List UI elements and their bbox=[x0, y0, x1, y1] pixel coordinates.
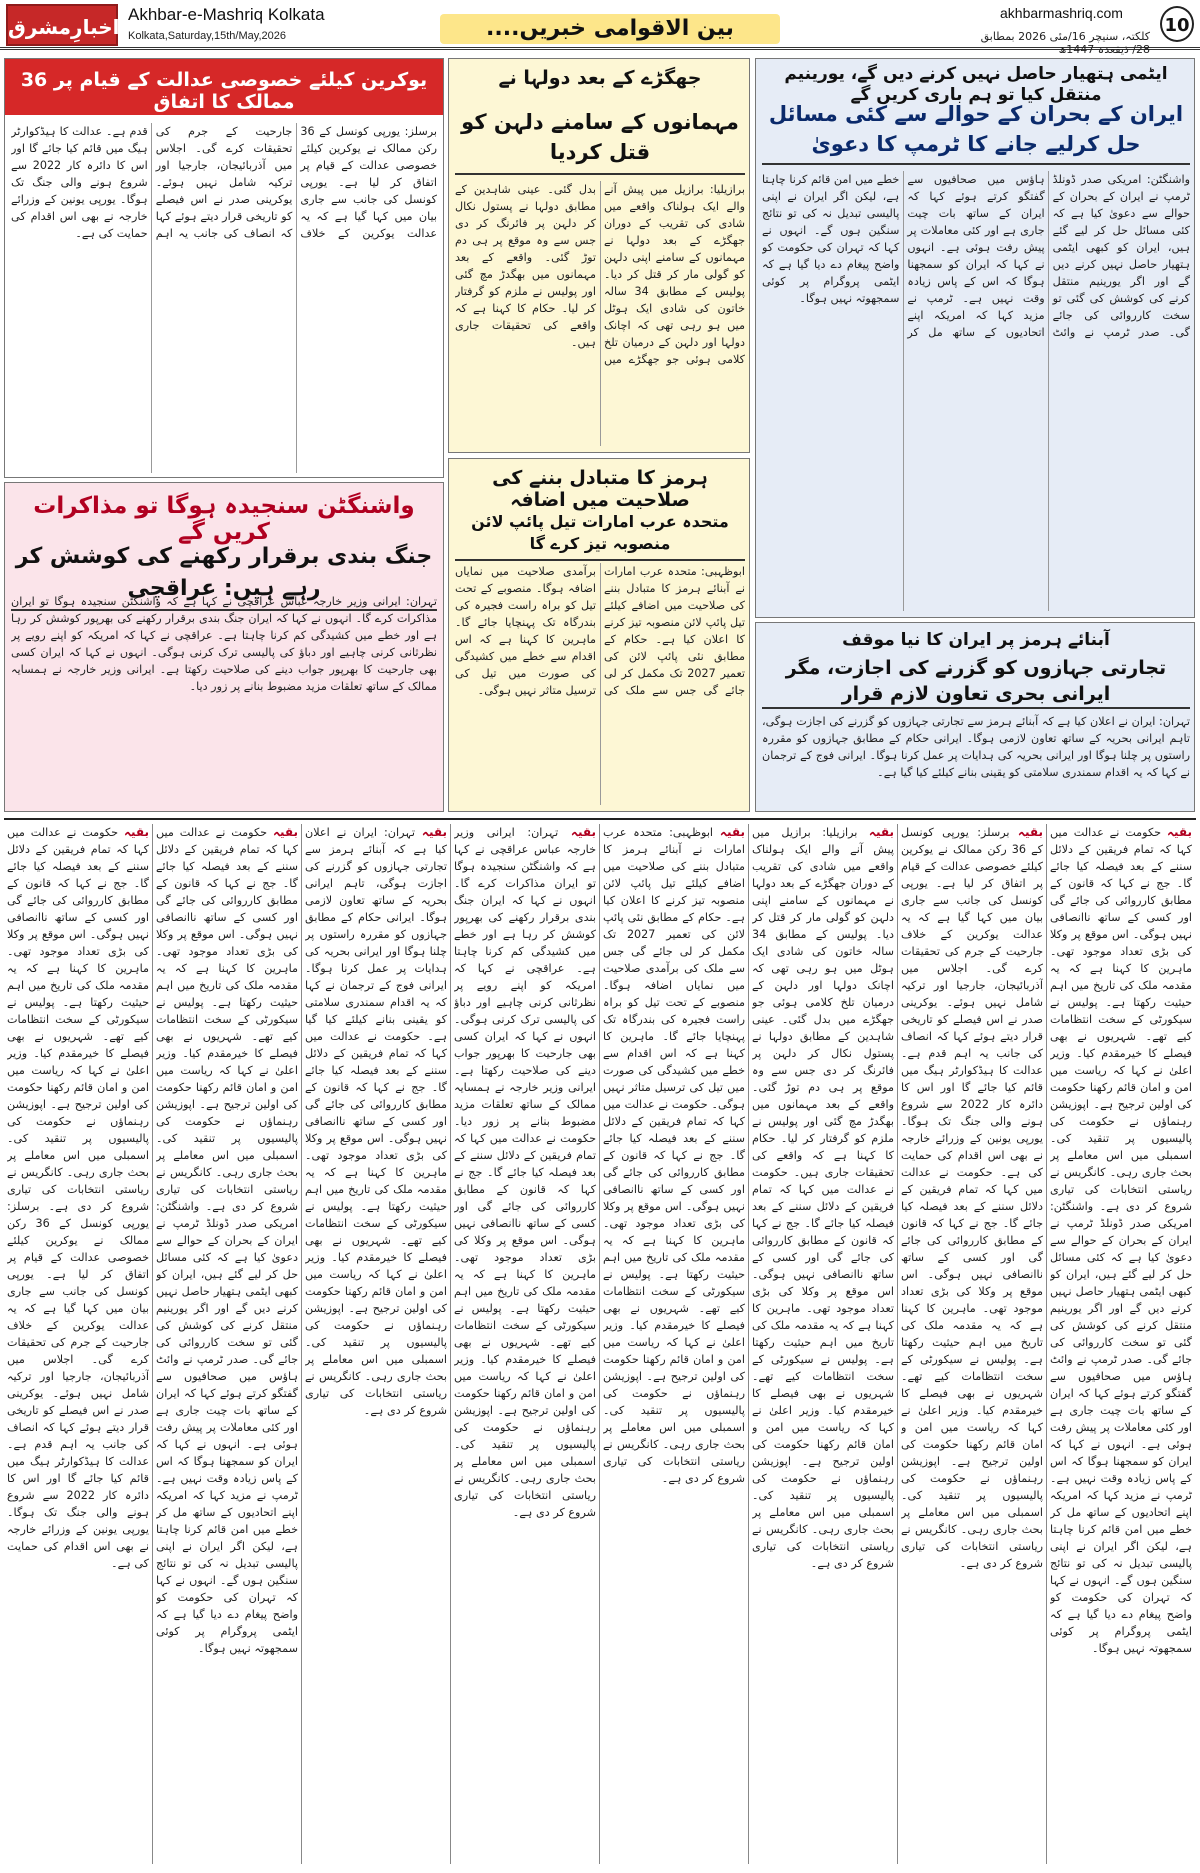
dateline-urdu: کلکتہ، سنیچر 16/مئی 2026 بمطابق 28/ ذیقعدہ 1447ھ bbox=[980, 30, 1150, 56]
column-6 bbox=[305, 824, 447, 1864]
column-text: برازیلیا: برازیل میں پیش آنے والے ایک ہولناک واقعے میں شادی کی تقریب کے دوران جھگڑے کے بعد دولہا نے مہمانوں کے سامنے اپنی دلہن کو گولی مار کر قتل کر دیا۔ پولیس کے مطابق 34 سالہ خاتون کی شادی ایک ہوٹل میں ہو رہی تھی کہ اچانک دولہا اور دلہن کے درمیان تلخ کلامی ہوئی جو جھگڑے میں بدل گئی۔ عینی شاہدین کے مطابق دولہا نے پستول نکال کر دلہن پر فائرنگ کر دی جس سے وہ موقع پر ہی دم توڑ گئی۔ واقعے کے بعد مہمانوں میں بھگدڑ مچ گئی اور پولیس نے ملزم کو گرفتار کر لیا۔ حکام کا کہنا ہے کہ واقعے کی تحقیقات جاری ہیں۔ bbox=[752, 826, 894, 1179]
story-hormuz-kicker: ہرمز کا متبادل بننے کی صلاحیت میں اضافہ bbox=[492, 467, 708, 511]
column-text: حکومت نے عدالت میں کہا کہ تمام فریقین کے دلائل سننے کے بعد فیصلہ کیا جائے گا۔ جج نے کہا کہ قانون کے مطابق کارروائی کی جائے گی اور کسی کے ساتھ ناانصافی نہیں ہوگی۔ اس موقع پر وکلا کی بڑی تعداد موجود تھی۔ ماہرین کا کہنا ہے کہ یہ مقدمہ ملک کی تاریخ میں اہم حیثیت رکھتا ہے۔ پولیس نے سیکورٹی کے سخت انتظامات کیے تھے۔ شہریوں نے بھی فیصلے کا خیرمقدم کیا۔ وزیر اعلیٰ نے کہا کہ ریاست میں امن و امان قائم رکھنا حکومت کی اولین ترجیح ہے۔ اپوزیشن رہنماؤں نے حکومت کی پالیسیوں پر تنقید کی۔ اسمبلی میں اس معاملے پر بحث جاری رہی۔ کانگریس نے ریاستی انتخابات کی تیاری شروع کر دی ہے۔ bbox=[305, 1030, 447, 1417]
story-araghchi-headline: جنگ بندی برقرار رکھنے کی کوشش کر رہے ہیں: عراقچی bbox=[11, 541, 437, 611]
column-rule bbox=[152, 824, 153, 1864]
section-divider bbox=[4, 818, 1196, 820]
column-5 bbox=[454, 824, 596, 1864]
column-text: واشنگٹن: امریکی صدر ڈونلڈ ٹرمپ نے ایران کے بحران کے حوالے سے دعویٰ کیا ہے کہ کئی مسائل حل کر لیے گئے ہیں، ایران کو کبھی ایٹمی ہتھیار حاصل نہیں کرنے دیں گے اور اگر یورینیم منتقل کرنے کی کوشش کی گئی تو سخت کارروائی کی جائے گی۔ صدر ٹرمپ نے وائٹ ہاؤس میں صحافیوں سے گفتگو کرتے ہوئے کہا کہ ایران کے ساتھ بات چیت جاری ہے اور کئی معاملات پر پیش رفت ہوئی ہے۔ انہوں نے کہا کہ ایران کو سمجھنا ہوگا کہ اس کے پاس زیادہ وقت نہیں ہے۔ ٹرمپ نے مزید کہا کہ امریکہ اپنے اتحادیوں کے ساتھ مل کر خطے میں امن قائم کرنا چاہتا ہے، لیکن اگر ایران نے اپنی پالیسی تبدیل نہ کی تو نتائج سنگین ہوں گے۔ انہوں نے کہا کہ تہران کی حکومت کو واضح پیغام دے دیا گیا ہے کہ ایٹمی پروگرام پر کوئی سمجھوتہ نہیں ہوگا۔ bbox=[156, 1200, 298, 1655]
column-3 bbox=[752, 824, 894, 1864]
story-wedding bbox=[448, 58, 750, 453]
story-ukraine-body: برسلز: یورپی کونسل کے 36 رکن ممالک نے یوکرین کیلئے خصوصی عدالت کے قیام پر اتفاق کر لیا ہے۔ یورپی کونسل کی جانب سے جاری بیان میں کہا گیا ہے کہ یہ عدالت یوکرین کے خلاف جارحیت کے جرم کی تحقیقات کرے گی۔ اجلاس میں آذربائیجان، جارجیا اور ترکیہ شامل نہیں ہوئے۔ یوکرینی صدر نے اس فیصلے کو تاریخی قرار دیتے ہوئے کہا کہ انصاف کی جانب یہ اہم قدم ہے۔ عدالت کا ہیڈکوارٹر ہیگ میں قائم کیا جائے گا اور اس کا دائرہ کار 2022 سے شروع ہونے والی جنگ تک ہوگا۔ یورپی یونین کے وزرائے خارجہ نے بھی اس اقدام کی حمایت کی ہے۔ bbox=[11, 125, 437, 240]
column-text: حکومت نے عدالت میں کہا کہ تمام فریقین کے دلائل سننے کے بعد فیصلہ کیا جائے گا۔ جج نے کہا کہ قانون کے مطابق کارروائی کی جائے گی اور کسی کے ساتھ ناانصافی نہیں ہوگی۔ اس موقع پر وکلا کی بڑی تعداد موجود تھی۔ ماہرین کا کہنا ہے کہ یہ مقدمہ ملک کی تاریخ میں اہم حیثیت رکھتا ہے۔ پولیس نے سیکورٹی کے سخت انتظامات کیے تھے۔ شہریوں نے بھی فیصلے کا خیرمقدم کیا۔ وزیر اعلیٰ نے کہا کہ ریاست میں امن و امان قائم رکھنا حکومت کی اولین ترجیح ہے۔ اپوزیشن رہنماؤں نے حکومت کی پالیسیوں پر تنقید کی۔ اسمبلی میں اس معاملے پر بحث جاری رہی۔ کانگریس نے ریاستی انتخابات کی تیاری شروع کر دی ہے۔ bbox=[1050, 826, 1192, 1213]
column-text: ابوظہبی: متحدہ عرب امارات نے آبنائے ہرمز کا متبادل بننے کی صلاحیت میں اضافے کیلئے تیل پائپ لائن منصوبہ تیز کرنے کا اعلان کیا ہے۔ حکام کے مطابق نئی پائپ لائن کی تعمیر 2027 تک مکمل کر لی جائے گی جس سے ملک کی برآمدی صلاحیت میں نمایاں اضافہ ہوگا۔ منصوبے کے تحت تیل کو براہ راست فجیرہ کی بندرگاہ تک پہنچایا جائے گا۔ ماہرین کا کہنا ہے کہ اس اقدام سے خطے میں کشیدگی کی صورت میں تیل کی ترسیل متاثر نہیں ہوگی۔ bbox=[603, 826, 745, 1111]
story-ukraine-headline: یوکرین کیلئے خصوصی عدالت کے قیام پر 36 ممالک کا اتفاق bbox=[20, 69, 428, 113]
continued-label: بقیہ bbox=[570, 825, 596, 839]
story-wedding-body: برازیلیا: برازیل میں پیش آنے والے ایک ہولناک واقعے میں شادی کی تقریب کے دوران جھگڑے کے بعد دولہا نے مہمانوں کے سامنے اپنی دلہن کو گولی مار کر قتل کر دیا۔ پولیس کے مطابق 34 سالہ خاتون کی شادی ایک ہوٹل میں ہو رہی تھی کہ اچانک دولہا اور دلہن کے درمیان تلخ کلامی ہوئی جو جھگڑے میں بدل گئی۔ عینی شاہدین کے مطابق دولہا نے پستول نکال کر دلہن پر فائرنگ کر دی جس سے وہ موقع پر ہی دم توڑ گئی۔ واقعے کے بعد مہمانوں میں بھگدڑ مچ گئی اور پولیس نے ملزم کو گرفتار کر لیا۔ حکام کا کہنا ہے کہ واقعے کی تحقیقات جاری ہیں۔ bbox=[455, 183, 745, 366]
column-7 bbox=[156, 824, 298, 1864]
column-text: حکومت نے عدالت میں کہا کہ تمام فریقین کے دلائل سننے کے بعد فیصلہ کیا جائے گا۔ جج نے کہا کہ قانون کے مطابق کارروائی کی جائے گی اور کسی کے ساتھ ناانصافی نہیں ہوگی۔ اس موقع پر وکلا کی بڑی تعداد موجود تھی۔ ماہرین کا کہنا ہے کہ یہ مقدمہ ملک کی تاریخ میں اہم حیثیت رکھتا ہے۔ پولیس نے سیکورٹی کے سخت انتظامات کیے تھے۔ شہریوں نے بھی فیصلے کا خیرمقدم کیا۔ وزیر اعلیٰ نے کہا کہ ریاست میں امن و امان قائم رکھنا حکومت کی اولین ترجیح ہے۔ اپوزیشن رہنماؤں نے حکومت کی پالیسیوں پر تنقید کی۔ اسمبلی میں اس معاملے پر بحث جاری رہی۔ کانگریس نے ریاستی انتخابات کی تیاری شروع کر دی ہے۔ bbox=[901, 1166, 1043, 1570]
column-8 bbox=[7, 824, 149, 1864]
story-araghchi bbox=[4, 482, 444, 812]
continued-label: بقیہ bbox=[421, 825, 447, 839]
column-text: برسلز: یورپی کونسل کے 36 رکن ممالک نے یوکرین کیلئے خصوصی عدالت کے قیام پر اتفاق کر لیا ہے۔ یورپی کونسل کی جانب سے جاری بیان میں کہا گیا ہے کہ یہ عدالت یوکرین کے خلاف جارحیت کے جرم کی تحقیقات کرے گی۔ اجلاس میں آذربائیجان، جارجیا اور ترکیہ شامل نہیں ہوئے۔ یوکرینی صدر نے اس فیصلے کو تاریخی قرار دیتے ہوئے کہا کہ انصاف کی جانب یہ اہم قدم ہے۔ عدالت کا ہیڈکوارٹر ہیگ میں قائم کیا جائے گا اور اس کا دائرہ کار 2022 سے شروع ہونے والی جنگ تک ہوگا۔ یورپی یونین کے وزرائے خارجہ نے بھی اس اقدام کی حمایت کی ہے۔ bbox=[901, 826, 1043, 1179]
continuation-columns bbox=[4, 824, 1196, 1868]
column-text: حکومت نے عدالت میں کہا کہ تمام فریقین کے دلائل سننے کے بعد فیصلہ کیا جائے گا۔ جج نے کہا کہ قانون کے مطابق کارروائی کی جائے گی اور کسی کے ساتھ ناانصافی نہیں ہوگی۔ اس موقع پر وکلا کی بڑی تعداد موجود تھی۔ ماہرین کا کہنا ہے کہ یہ مقدمہ ملک کی تاریخ میں اہم حیثیت رکھتا ہے۔ پولیس نے سیکورٹی کے سخت انتظامات کیے تھے۔ شہریوں نے بھی فیصلے کا خیرمقدم کیا۔ وزیر اعلیٰ نے کہا کہ ریاست میں امن و امان قائم رکھنا حکومت کی اولین ترجیح ہے۔ اپوزیشن رہنماؤں نے حکومت کی پالیسیوں پر تنقید کی۔ اسمبلی میں اس معاملے پر بحث جاری رہی۔ کانگریس نے ریاستی انتخابات کی تیاری شروع کر دی ہے۔ bbox=[752, 1166, 894, 1570]
column-rule bbox=[1046, 824, 1047, 1864]
paper-name: Akhbar-e-Mashriq Kolkata bbox=[128, 5, 325, 24]
story-iran-headline: ایران کے بحران کے حوالے سے کئی مسائل حل کرلیے جانے کا ٹرمپ کا دعویٰ bbox=[762, 99, 1190, 165]
story-wedding-headline: مہمانوں کے سامنے دلہن کو قتل کردیا bbox=[455, 107, 745, 175]
column-rule bbox=[897, 824, 898, 1864]
story-ukraine bbox=[4, 58, 444, 478]
story-iran bbox=[755, 58, 1195, 618]
section-title: بین الاقوامی خبریں.... bbox=[440, 14, 780, 44]
column-1 bbox=[1050, 824, 1192, 1864]
story-hormuz-body: ابوظہبی: متحدہ عرب امارات نے آبنائے ہرمز کا متبادل بننے کی صلاحیت میں اضافے کیلئے تیل پائپ لائن منصوبہ تیز کرنے کا اعلان کیا ہے۔ حکام کے مطابق نئی پائپ لائن کی تعمیر 2027 تک مکمل کر لی جائے گی جس سے ملک کی برآمدی صلاحیت میں نمایاں اضافہ ہوگا۔ منصوبے کے تحت تیل کو براہ راست فجیرہ کی بندرگاہ تک پہنچایا جائے گا۔ ماہرین کا کہنا ہے کہ اس اقدام سے خطے میں کشیدگی کی صورت میں تیل کی ترسیل متاثر نہیں ہوگی۔ bbox=[455, 565, 745, 697]
story-hormuz-headline: متحدہ عرب امارات تیل پائپ لائن منصوبہ تیز کرے گا bbox=[455, 511, 745, 561]
column-rule bbox=[450, 824, 451, 1864]
continued-label: بقیہ bbox=[1166, 825, 1192, 839]
dateline-english: Kolkata,Saturday,15th/May,2026 bbox=[128, 30, 286, 42]
column-2 bbox=[901, 824, 1043, 1864]
story-araghchi-kicker: واشنگٹن سنجیدہ ہوگا تو مذاکرات کریں گے bbox=[33, 493, 415, 545]
column-text: حکومت نے عدالت میں کہا کہ تمام فریقین کے دلائل سننے کے بعد فیصلہ کیا جائے گا۔ جج نے کہا کہ قانون کے مطابق کارروائی کی جائے گی اور کسی کے ساتھ ناانصافی نہیں ہوگی۔ اس موقع پر وکلا کی بڑی تعداد موجود تھی۔ ماہرین کا کہنا ہے کہ یہ مقدمہ ملک کی تاریخ میں اہم حیثیت رکھتا ہے۔ پولیس نے سیکورٹی کے سخت انتظامات کیے تھے۔ شہریوں نے بھی فیصلے کا خیرمقدم کیا۔ وزیر اعلیٰ نے کہا کہ ریاست میں امن و امان قائم رکھنا حکومت کی اولین ترجیح ہے۔ اپوزیشن رہنماؤں نے حکومت کی پالیسیوں پر تنقید کی۔ اسمبلی میں اس معاملے پر بحث جاری رہی۔ کانگریس نے ریاستی انتخابات کی تیاری شروع کر دی ہے۔ bbox=[603, 1098, 745, 1485]
column-rule bbox=[301, 824, 302, 1864]
site-url[interactable]: akhbarmashriq.com bbox=[1000, 5, 1123, 21]
continued-label: بقیہ bbox=[123, 825, 149, 839]
column-text: واشنگٹن: امریکی صدر ڈونلڈ ٹرمپ نے ایران کے بحران کے حوالے سے دعویٰ کیا ہے کہ کئی مسائل حل کر لیے گئے ہیں، ایران کو کبھی ایٹمی ہتھیار حاصل نہیں کرنے دیں گے اور اگر یورینیم منتقل کرنے کی کوشش کی گئی تو سخت کارروائی کی جائے گی۔ صدر ٹرمپ نے وائٹ ہاؤس میں صحافیوں سے گفتگو کرتے ہوئے کہا کہ ایران کے ساتھ بات چیت جاری ہے اور کئی معاملات پر پیش رفت ہوئی ہے۔ انہوں نے کہا کہ ایران کو سمجھنا ہوگا کہ اس کے پاس زیادہ وقت نہیں ہے۔ ٹرمپ نے مزید کہا کہ امریکہ اپنے اتحادیوں کے ساتھ مل کر خطے میں امن قائم کرنا چاہتا ہے، لیکن اگر ایران نے اپنی پالیسی تبدیل نہ کی تو نتائج سنگین ہوں گے۔ انہوں نے کہا کہ تہران کی حکومت کو واضح پیغام دے دیا گیا ہے کہ ایٹمی پروگرام پر کوئی سمجھوتہ نہیں ہوگا۔ bbox=[1050, 1200, 1192, 1655]
column-text: تہران: ایرانی وزیر خارجہ عباس عراقچی نے کہا ہے کہ واشنگٹن سنجیدہ ہوگا تو ایران مذاکرات کرے گا۔ انہوں نے کہا کہ ایران جنگ بندی برقرار رکھنے کی بھرپور کوشش کر رہا ہے اور خطے میں کشیدگی کم کرنا چاہتا ہے۔ عراقچی نے کہا کہ امریکہ کو اپنے رویے پر نظرثانی کرنی چاہیے اور دباؤ کی پالیسی ترک کرنی ہوگی۔ انہوں نے کہا کہ ایران کسی بھی جارحیت کا بھرپور جواب دینے کی صلاحیت رکھتا ہے۔ ایرانی وزیر خارجہ نے ہمسایہ ممالک کے ساتھ تعلقات مزید مضبوط بنانے پر زور دیا۔ bbox=[454, 826, 596, 1128]
story-hormuz-iran-kicker: آبنائے ہرمز پر ایران کا نیا موقف bbox=[842, 630, 1110, 650]
newspaper-logo: اخبارِمشرق bbox=[6, 4, 118, 46]
story-hormuz-iran-headline: تجارتی جہازوں کو گزرنے کی اجازت، مگر ایرانی بحری تعاون لازم قرار bbox=[762, 655, 1190, 709]
column-text: حکومت نے عدالت میں کہا کہ تمام فریقین کے دلائل سننے کے بعد فیصلہ کیا جائے گا۔ جج نے کہا کہ قانون کے مطابق کارروائی کی جائے گی اور کسی کے ساتھ ناانصافی نہیں ہوگی۔ اس موقع پر وکلا کی بڑی تعداد موجود تھی۔ ماہرین کا کہنا ہے کہ یہ مقدمہ ملک کی تاریخ میں اہم حیثیت رکھتا ہے۔ پولیس نے سیکورٹی کے سخت انتظامات کیے تھے۔ شہریوں نے بھی فیصلے کا خیرمقدم کیا۔ وزیر اعلیٰ نے کہا کہ ریاست میں امن و امان قائم رکھنا حکومت کی اولین ترجیح ہے۔ اپوزیشن رہنماؤں نے حکومت کی پالیسیوں پر تنقید کی۔ اسمبلی میں اس معاملے پر بحث جاری رہی۔ کانگریس نے ریاستی انتخابات کی تیاری شروع کر دی ہے۔ bbox=[7, 826, 149, 1213]
column-text: برسلز: یورپی کونسل کے 36 رکن ممالک نے یوکرین کیلئے خصوصی عدالت کے قیام پر اتفاق کر لیا ہے۔ یورپی کونسل کی جانب سے جاری بیان میں کہا گیا ہے کہ یہ عدالت یوکرین کے خلاف جارحیت کے جرم کی تحقیقات کرے گی۔ اجلاس میں آذربائیجان، جارجیا اور ترکیہ شامل نہیں ہوئے۔ یوکرینی صدر نے اس فیصلے کو تاریخی قرار دیتے ہوئے کہا کہ انصاف کی جانب یہ اہم قدم ہے۔ عدالت کا ہیڈکوارٹر ہیگ میں قائم کیا جائے گا اور اس کا دائرہ کار 2022 سے شروع ہونے والی جنگ تک ہوگا۔ یورپی یونین کے وزرائے خارجہ نے بھی اس اقدام کی حمایت کی ہے۔ bbox=[7, 1200, 149, 1570]
story-hormuz bbox=[448, 458, 750, 812]
column-rule bbox=[599, 824, 600, 1864]
story-hormuz-iran bbox=[755, 622, 1195, 812]
continued-label: بقیہ bbox=[868, 825, 894, 839]
column-rule bbox=[748, 824, 749, 1864]
story-iran-kicker: ایٹمی ہتھیار حاصل نہیں کرنے دیں گے، یورینیم منتقل کیا تو ہم باری کریں گے bbox=[784, 64, 1168, 105]
story-araghchi-body: تہران: ایرانی وزیر خارجہ عباس عراقچی نے کہا ہے کہ واشنگٹن سنجیدہ ہوگا تو ایران مذاکرات کرے گا۔ انہوں نے کہا کہ ایران جنگ بندی برقرار رکھنے کی بھرپور کوشش کر رہا ہے اور خطے میں کشیدگی کم کرنا چاہتا ہے۔ عراقچی نے کہا کہ امریکہ کو اپنے رویے پر نظرثانی کرنی چاہیے اور دباؤ کی پالیسی ترک کرنی ہوگی۔ انہوں نے کہا کہ ایران کسی بھی جارحیت کا بھرپور جواب دینے کی صلاحیت رکھتا ہے۔ ایرانی وزیر خارجہ نے ہمسایہ ممالک کے ساتھ تعلقات مزید مضبوط بنانے پر زور دیا۔ bbox=[11, 595, 437, 693]
continued-label: بقیہ bbox=[719, 825, 745, 839]
page-number: 10 bbox=[1160, 6, 1194, 42]
continued-label: بقیہ bbox=[1017, 825, 1043, 839]
story-hormuz-iran-body: تہران: ایران نے اعلان کیا ہے کہ آبنائے ہرمز سے تجارتی جہازوں کو گزرنے کی اجازت ہوگی، تاہم ایرانی بحریہ کے ساتھ تعاون لازمی ہوگا۔ ایرانی حکام کے مطابق جہازوں کو مقررہ راستوں پر چلنا ہوگا اور ایرانی بحریہ کی ہدایات پر عمل کرنا ہوگا۔ ایرانی فوج کے ترجمان نے کہا کہ یہ اقدام سمندری سلامتی کو یقینی بنانے کیلئے کیا گیا ہے۔ bbox=[762, 715, 1190, 779]
column-text: حکومت نے عدالت میں کہا کہ تمام فریقین کے دلائل سننے کے بعد فیصلہ کیا جائے گا۔ جج نے کہا کہ قانون کے مطابق کارروائی کی جائے گی اور کسی کے ساتھ ناانصافی نہیں ہوگی۔ اس موقع پر وکلا کی بڑی تعداد موجود تھی۔ ماہرین کا کہنا ہے کہ یہ مقدمہ ملک کی تاریخ میں اہم حیثیت رکھتا ہے۔ پولیس نے سیکورٹی کے سخت انتظامات کیے تھے۔ شہریوں نے بھی فیصلے کا خیرمقدم کیا۔ وزیر اعلیٰ نے کہا کہ ریاست میں امن و امان قائم رکھنا حکومت کی اولین ترجیح ہے۔ اپوزیشن رہنماؤں نے حکومت کی پالیسیوں پر تنقید کی۔ اسمبلی میں اس معاملے پر بحث جاری رہی۔ کانگریس نے ریاستی انتخابات کی تیاری شروع کر دی ہے۔ bbox=[454, 1132, 596, 1519]
story-iran-body: واشنگٹن: امریکی صدر ڈونلڈ ٹرمپ نے ایران کے بحران کے حوالے سے دعویٰ کیا ہے کہ کئی مسائل حل کر لیے گئے ہیں، ایران کو کبھی ایٹمی ہتھیار حاصل نہیں کرنے دیں گے اور اگر یورینیم منتقل کرنے کی کوشش کی گئی تو سخت کارروائی کی جائے گی۔ صدر ٹرمپ نے وائٹ ہاؤس میں صحافیوں سے گفتگو کرتے ہوئے کہا کہ ایران کے ساتھ بات چیت جاری ہے اور کئی معاملات پر پیش رفت ہوئی ہے۔ انہوں نے کہا کہ ایران کو سمجھنا ہوگا کہ اس کے پاس زیادہ وقت نہیں ہے۔ ٹرمپ نے مزید کہا کہ امریکہ اپنے اتحادیوں کے ساتھ مل کر خطے میں امن قائم کرنا چاہتا ہے، لیکن اگر ایران نے اپنی پالیسی تبدیل نہ کی تو نتائج سنگین ہوں گے۔ انہوں نے کہا کہ تہران کی حکومت کو واضح پیغام دے دیا گیا ہے کہ ایٹمی پروگرام پر کوئی سمجھوتہ نہیں ہوگا۔ bbox=[762, 173, 1190, 339]
column-text: حکومت نے عدالت میں کہا کہ تمام فریقین کے دلائل سننے کے بعد فیصلہ کیا جائے گا۔ جج نے کہا کہ قانون کے مطابق کارروائی کی جائے گی اور کسی کے ساتھ ناانصافی نہیں ہوگی۔ اس موقع پر وکلا کی بڑی تعداد موجود تھی۔ ماہرین کا کہنا ہے کہ یہ مقدمہ ملک کی تاریخ میں اہم حیثیت رکھتا ہے۔ پولیس نے سیکورٹی کے سخت انتظامات کیے تھے۔ شہریوں نے بھی فیصلے کا خیرمقدم کیا۔ وزیر اعلیٰ نے کہا کہ ریاست میں امن و امان قائم رکھنا حکومت کی اولین ترجیح ہے۔ اپوزیشن رہنماؤں نے حکومت کی پالیسیوں پر تنقید کی۔ اسمبلی میں اس معاملے پر بحث جاری رہی۔ کانگریس نے ریاستی انتخابات کی تیاری شروع کر دی ہے۔ bbox=[156, 826, 298, 1213]
continued-label: بقیہ bbox=[272, 825, 298, 839]
story-wedding-kicker: جھگڑے کے بعد دولہا نے bbox=[498, 67, 702, 89]
column-text: تہران: ایران نے اعلان کیا ہے کہ آبنائے ہرمز سے تجارتی جہازوں کو گزرنے کی اجازت ہوگی، تاہم ایرانی بحریہ کے ساتھ تعاون لازمی ہوگا۔ ایرانی حکام کے مطابق جہازوں کو مقررہ راستوں پر چلنا ہوگا اور ایرانی بحریہ کی ہدایات پر عمل کرنا ہوگا۔ ایرانی فوج کے ترجمان نے کہا کہ یہ اقدام سمندری سلامتی کو یقینی بنانے کیلئے کیا گیا ہے۔ bbox=[305, 826, 447, 1043]
column-4 bbox=[603, 824, 745, 1864]
